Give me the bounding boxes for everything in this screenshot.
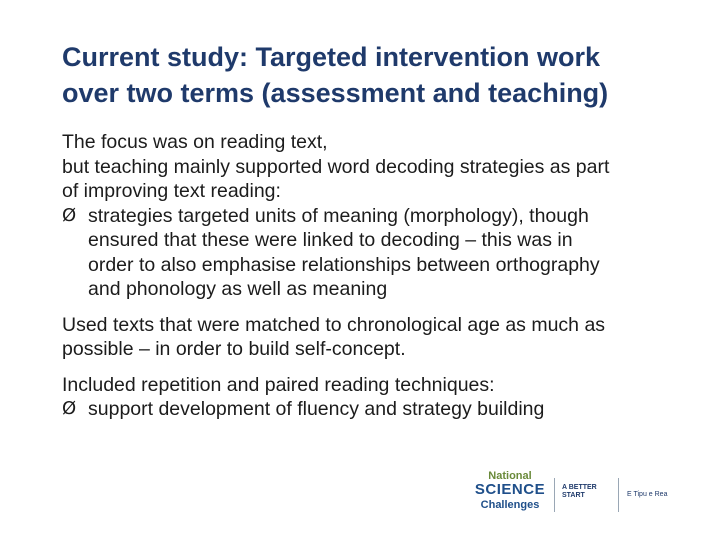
logo-text-science: SCIENCE [474, 481, 546, 498]
bullet-item-strategies [62, 204, 712, 302]
bullet-item-fluency [62, 397, 712, 422]
body-line: Used texts that were matched to chronological age as much as [62, 313, 606, 336]
slide-title [62, 39, 702, 111]
arrow-bullet-icon: Ø [62, 204, 77, 226]
footer-logos [472, 470, 682, 518]
body-line: possible – in order to build self-concept. [62, 338, 406, 360]
body-line: Included repetition and paired reading techniques: [62, 373, 495, 396]
slide-body [62, 130, 712, 422]
logo-text-challenges: Challenges [480, 499, 540, 511]
paragraph-repetition [62, 373, 712, 422]
national-science-challenges-logo [472, 470, 548, 518]
arrow-bullet-icon: Ø [62, 398, 77, 419]
title-line-1: Current study: Targeted intervention work [62, 42, 601, 72]
title-line-2: over two terms (assessment and teaching) [62, 78, 609, 108]
body-line: of improving text reading: [62, 180, 281, 202]
bullet-line: order to also emphasise relationships between orthography [88, 253, 600, 276]
logo-text-national: National [488, 470, 532, 482]
paragraph-focus [62, 130, 712, 302]
bullet-line: ensured that these were linked to decoding – this was in [88, 229, 573, 251]
e-tipu-e-rea-logo: E Tipu e Rea [627, 491, 668, 498]
bullet-line: strategies targeted units of meaning (morphology), though [88, 204, 589, 227]
bullet-line: and phonology as well as meaning [88, 278, 388, 300]
paragraph-texts [62, 313, 712, 362]
logo-divider [554, 478, 555, 512]
logo-divider [618, 478, 619, 512]
body-line: The focus was on reading text, [62, 131, 328, 153]
body-line: but teaching mainly supported word decoding strategies as part [62, 155, 610, 178]
bullet-line: support development of fluency and strategy building [88, 398, 545, 420]
a-better-start-logo: A BETTER START [562, 484, 597, 499]
